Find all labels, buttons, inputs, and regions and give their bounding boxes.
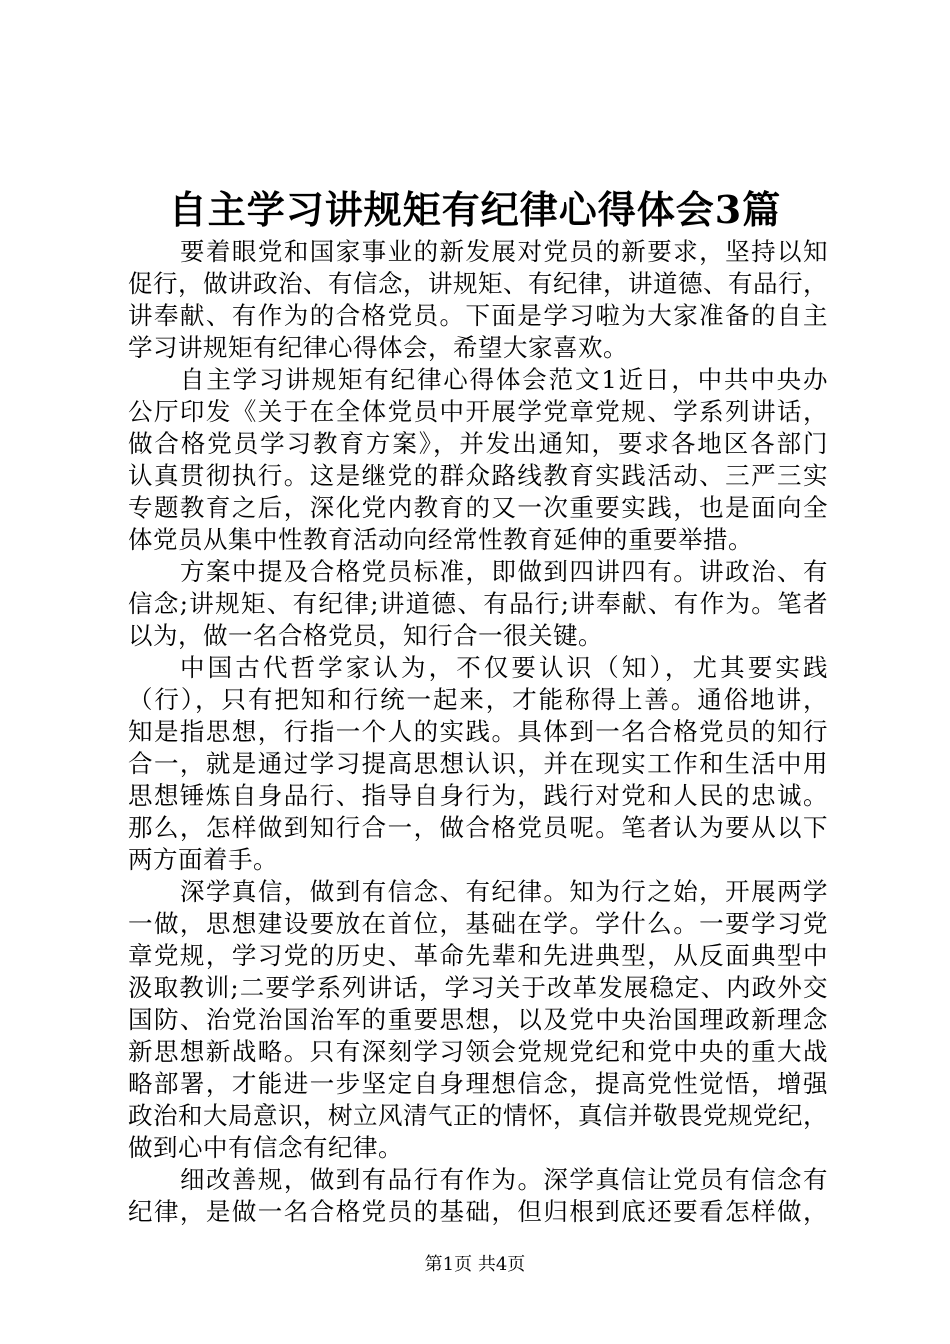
text-line: 认真贯彻执行。这是继党的群众路线教育实践活动、三严三实 <box>128 461 828 490</box>
text-line: 要着眼党和国家事业的新发展对党员的新要求，坚持以知 <box>180 237 828 266</box>
text-line: 章党规，学习党的历史、革命先辈和先进典型，从反面典型中 <box>128 941 828 970</box>
text-line: 那么，怎样做到知行合一，做合格党员呢。笔者认为要从以下 <box>128 813 828 842</box>
text-line: 新思想新战略。只有深刻学习领会党规党纪和党中央的重大战 <box>128 1037 828 1066</box>
text-line: 公厅印发《关于在全体党员中开展学党章党规、学系列讲话， <box>128 397 828 426</box>
text-line: 知是指思想，行指一个人的实践。具体到一名合格党员的知行 <box>128 717 828 746</box>
document-title: 自主学习讲规矩有纪律心得体会3篇 <box>168 187 782 232</box>
text-line: 做合格党员学习教育方案》，并发出通知，要求各地区各部门 <box>128 429 828 458</box>
text-line: 政治和大局意识，树立风清气正的情怀，真信并敬畏党规党纪， <box>128 1101 828 1130</box>
text-line: 深学真信，做到有信念、有纪律。知为行之始，开展两学 <box>180 877 828 906</box>
text-line: 两方面着手。 <box>128 845 278 874</box>
text-line: 国防、治党治国治军的重要思想，以及党中央治国理政新理念 <box>128 1005 828 1034</box>
text-line: 自主学习讲规矩有纪律心得体会范文1近日，中共中央办 <box>180 365 828 394</box>
text-line: 中国古代哲学家认为，不仅要认识（知），尤其要实践 <box>180 653 828 682</box>
text-line: 信念;讲规矩、有纪律;讲道德、有品行;讲奉献、有作为。笔者 <box>128 589 828 618</box>
text-line: 以为，做一名合格党员，知行合一很关键。 <box>128 621 603 650</box>
text-line: 讲奉献、有作为的合格党员。下面是学习啦为大家准备的自主 <box>128 301 828 330</box>
text-line: 学习讲规矩有纪律心得体会，希望大家喜欢。 <box>128 333 628 362</box>
text-line: 纪律，是做一名合格党员的基础，但归根到底还要看怎样做， <box>128 1197 828 1226</box>
text-line: 汲取教训;二要学系列讲话，学习关于改革发展稳定、内政外交 <box>128 973 828 1002</box>
text-line: 略部署，才能进一步坚定自身理想信念，提高党性觉悟，增强 <box>128 1069 828 1098</box>
text-line: 体党员从集中性教育活动向经常性教育延伸的重要举措。 <box>128 525 753 554</box>
page-footer: 第1页 共4页 <box>424 1254 526 1275</box>
text-line: 方案中提及合格党员标准，即做到四讲四有。讲政治、有 <box>180 557 828 586</box>
text-line: 做到心中有信念有纪律。 <box>128 1133 403 1162</box>
text-line: 细改善规，做到有品行有作为。深学真信让党员有信念有 <box>180 1165 828 1194</box>
document-body <box>128 236 828 1228</box>
text-line: （行），只有把知和行统一起来，才能称得上善。通俗地讲， <box>128 685 828 714</box>
text-line: 一做，思想建设要放在首位，基础在学。学什么。一要学习党 <box>128 909 828 938</box>
text-line: 促行，做讲政治、有信念，讲规矩、有纪律，讲道德、有品行， <box>128 269 828 298</box>
text-line: 合一，就是通过学习提高思想认识，并在现实工作和生活中用 <box>128 749 828 778</box>
text-line: 思想锤炼自身品行、指导自身行为，践行对党和人民的忠诚。 <box>128 781 828 810</box>
text-line: 专题教育之后，深化党内教育的又一次重要实践，也是面向全 <box>128 493 828 522</box>
